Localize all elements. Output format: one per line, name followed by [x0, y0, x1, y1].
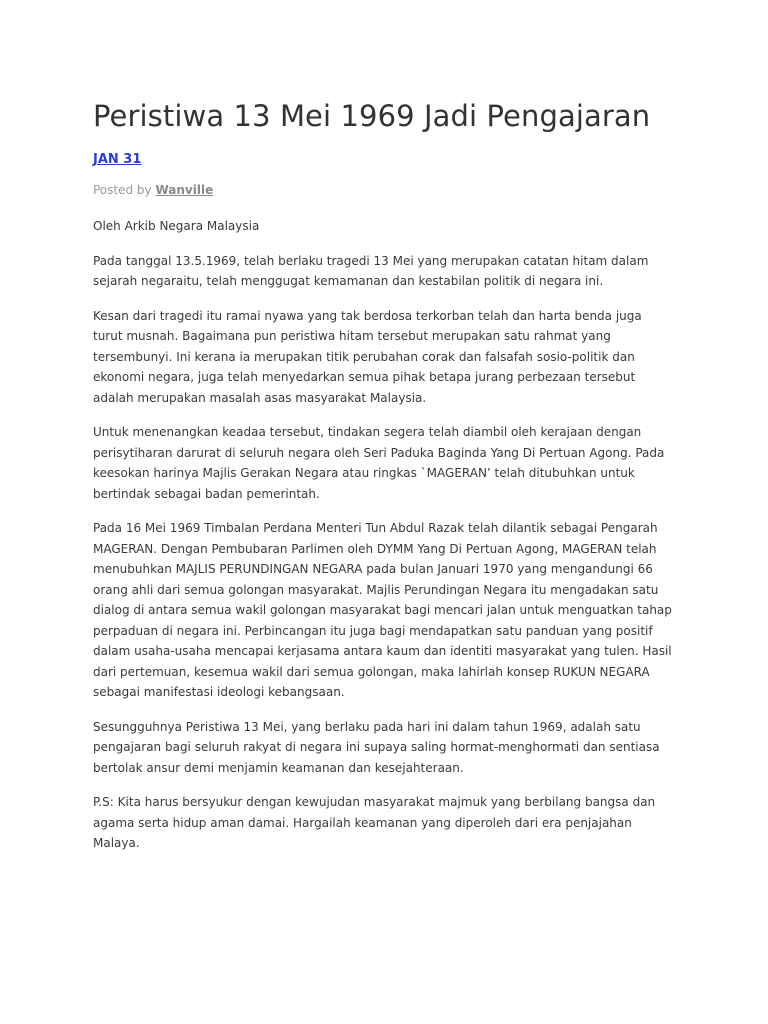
blog-post	[93, 96, 673, 868]
post-byline	[93, 181, 673, 199]
paragraph: Pada 16 Mei 1969 Timbalan Perdana Menteri Tun Abdul Razak telah dilantik sebagai Pengarah MAGERAN. Dengan Pembubaran Parlimen oleh DYMM Yang Di Pertuan Agong, MAGERAN telah menubuhkan MAJLIS PERUNDINGAN NEGARA pada bulan Januari 1970 yang mengandungi 66 orang ahli dari semua golongan masyarakat. Majlis Perundingan Negara itu mengadakan satu dialog di antara semua wakil golongan masyarakat bagi mencari jalan untuk menguatkan tahap perpaduan di negara ini. Perbincangan itu juga bagi mendapatkan satu panduan yang positif dalam usaha-usaha mencapai kerjasama antara kaum dan identiti masyarakat yang tulen. Hasil dari pertemuan, kesemua wakil dari semua golongan, maka lahirlah konsep RUKUN NEGARA sebagai manifestasi ideologi kebangsaan.	[93, 521, 672, 699]
post-body	[93, 216, 673, 854]
paragraph: Sesungguhnya Peristiwa 13 Mei, yang berlaku pada hari ini dalam tahun 1969, adalah satu pengajaran bagi seluruh rakyat di negara ini supaya saling hormat-menghormati dan sentiasa bertolak ansur demi menjamin keamanan dan kesejahteraan.	[93, 719, 660, 775]
paragraph: P.S: Kita harus bersyukur dengan kewujudan masyarakat majmuk yang berbilang bangsa dan agama serta hidup aman damai. Hargailah keamanan yang diperoleh dari era penjajahan Malaya.	[93, 795, 656, 850]
post-date-link[interactable]: JAN 31	[93, 152, 142, 167]
paragraph: Untuk menenangkan keadaa tersebut, tindakan segera telah diambil oleh kerajaan dengan perisytiharan darurat di seluruh negara oleh Seri Paduka Baginda Yang Di Pertuan Agong. Pada keesokan harinya Majlis Gerakan Negara atau ringkas `MAGERAN’ telah ditubuhkan untuk bertindak sebagai badan pemerintah.	[93, 425, 665, 501]
paragraph: Kesan dari tragedi itu ramai nyawa yang tak berdosa terkorban telah dan harta benda juga turut musnah. Bagaimana pun peristiwa hitam tersebut merupakan satu rahmat yang tersembunyi. Ini kerana ia merupakan titik perubahan corak dan falsafah sosio-politik dan ekonomi negara, juga telah menyedarkan semua pihak betapa jurang perbezaan tersebut adalah merupakan masalah asas masyarakat Malaysia.	[93, 308, 642, 405]
paragraph: Oleh Arkib Negara Malaysia	[93, 219, 260, 233]
posted-by-label: Posted by	[93, 183, 152, 197]
paragraph: Pada tanggal 13.5.1969, telah berlaku tragedi 13 Mei yang merupakan catatan hitam dalam sejarah negaraitu, telah menggugat kemamanan dan kestabilan politik di negara ini.	[93, 253, 649, 288]
post-title: Peristiwa 13 Mei 1969 Jadi Pengajaran	[93, 99, 651, 133]
author-link[interactable]: Wanville	[155, 183, 214, 197]
